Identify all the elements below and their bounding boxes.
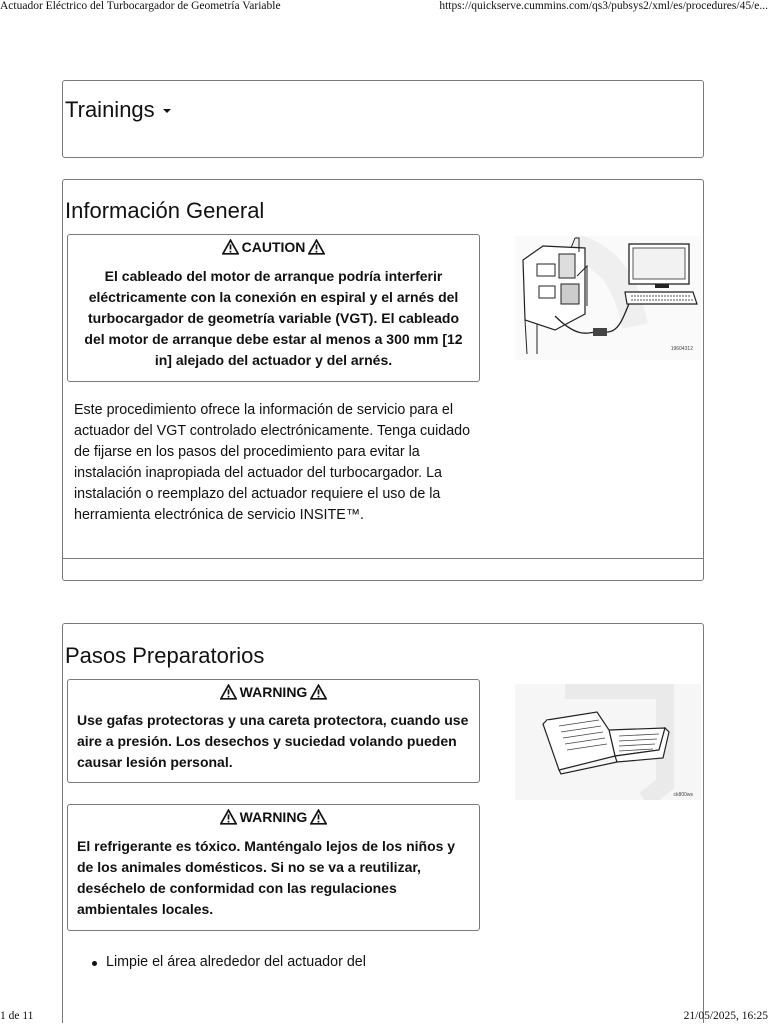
warning-text: Use gafas protectoras y una careta protectora, cuando use aire a presión. Los desechos y suciedad volando pueden causar lesión personal. — [77, 712, 469, 770]
caution-header — [68, 237, 479, 257]
actuator-illustration — [515, 236, 701, 360]
figure-id: 19604312 — [670, 346, 693, 352]
warning-triangle-icon — [222, 239, 239, 255]
info-general-card — [62, 179, 704, 581]
trainings-label: Trainings — [65, 97, 155, 122]
warning-label: WARNING — [239, 809, 308, 825]
card-divider — [63, 558, 703, 559]
manual-figure — [515, 684, 701, 800]
figure-id: ck800ws — [673, 792, 693, 798]
info-general-body: Este procedimiento ofrece la información de servicio para el actuador del VGT controlado electrónicamente. Tenga cuidado de fijarse en los pasos del procedimiento para evitar la instalación inapropiada del actuador del turbocargador. La instalación o reemplazo del actuador requiere el uso de la herramienta electrónica de servicio INSITE™. — [74, 402, 471, 523]
caution-box — [67, 234, 480, 382]
section-title-info-general: Información General — [65, 198, 265, 223]
print-header — [0, 0, 768, 16]
caution-text: El cableado del motor de arranque podría interferir eléctricamente con la conexión en espiral y el arnés del turbocargador de geometría variable (VGT). El cableado del motor de arranque debe estar al menos a 300 mm [12 in] alejado del actuador y del arnés. — [84, 268, 463, 368]
document-url: https://quickserve.cummins.com/qs3/pubsys2/xml/es/procedures/45/e... — [439, 0, 768, 12]
warning-label: WARNING — [239, 684, 308, 700]
warning-text: El refrigerante es tóxico. Manténgalo lejos de los niños y de los animales domésticos. Si no se va a reutilizar, deséchelo de conformidad con las regulaciones ambientales locales. — [77, 838, 456, 917]
warning-triangle-icon — [220, 809, 237, 825]
caution-label: CAUTION — [241, 239, 306, 255]
warning-triangle-icon — [220, 684, 237, 700]
caret-down-icon — [163, 109, 171, 113]
open-book-illustration — [515, 684, 701, 800]
print-footer — [0, 1008, 768, 1024]
actuator-connection-figure — [515, 236, 701, 360]
trainings-dropdown[interactable] — [65, 97, 171, 123]
warning-box-1 — [67, 679, 480, 783]
warning-header — [68, 807, 479, 827]
list-item: Limpie el área alrededor del actuador del — [89, 954, 366, 970]
pasos-preparatorios-card — [62, 623, 704, 1023]
warning-triangle-icon — [310, 809, 327, 825]
print-datetime: 21/05/2025, 16:25 — [683, 1010, 768, 1022]
page-indicator: 1 de 11 — [0, 1010, 34, 1022]
trainings-card — [62, 80, 704, 158]
warning-triangle-icon — [308, 239, 325, 255]
warning-triangle-icon — [310, 684, 327, 700]
section-title-pasos: Pasos Preparatorios — [65, 643, 265, 668]
warning-box-2 — [67, 804, 480, 931]
document-title: Actuador Eléctrico del Turbocargador de Geometría Variable — [0, 0, 281, 12]
steps-list — [89, 954, 366, 970]
warning-header — [68, 682, 479, 702]
